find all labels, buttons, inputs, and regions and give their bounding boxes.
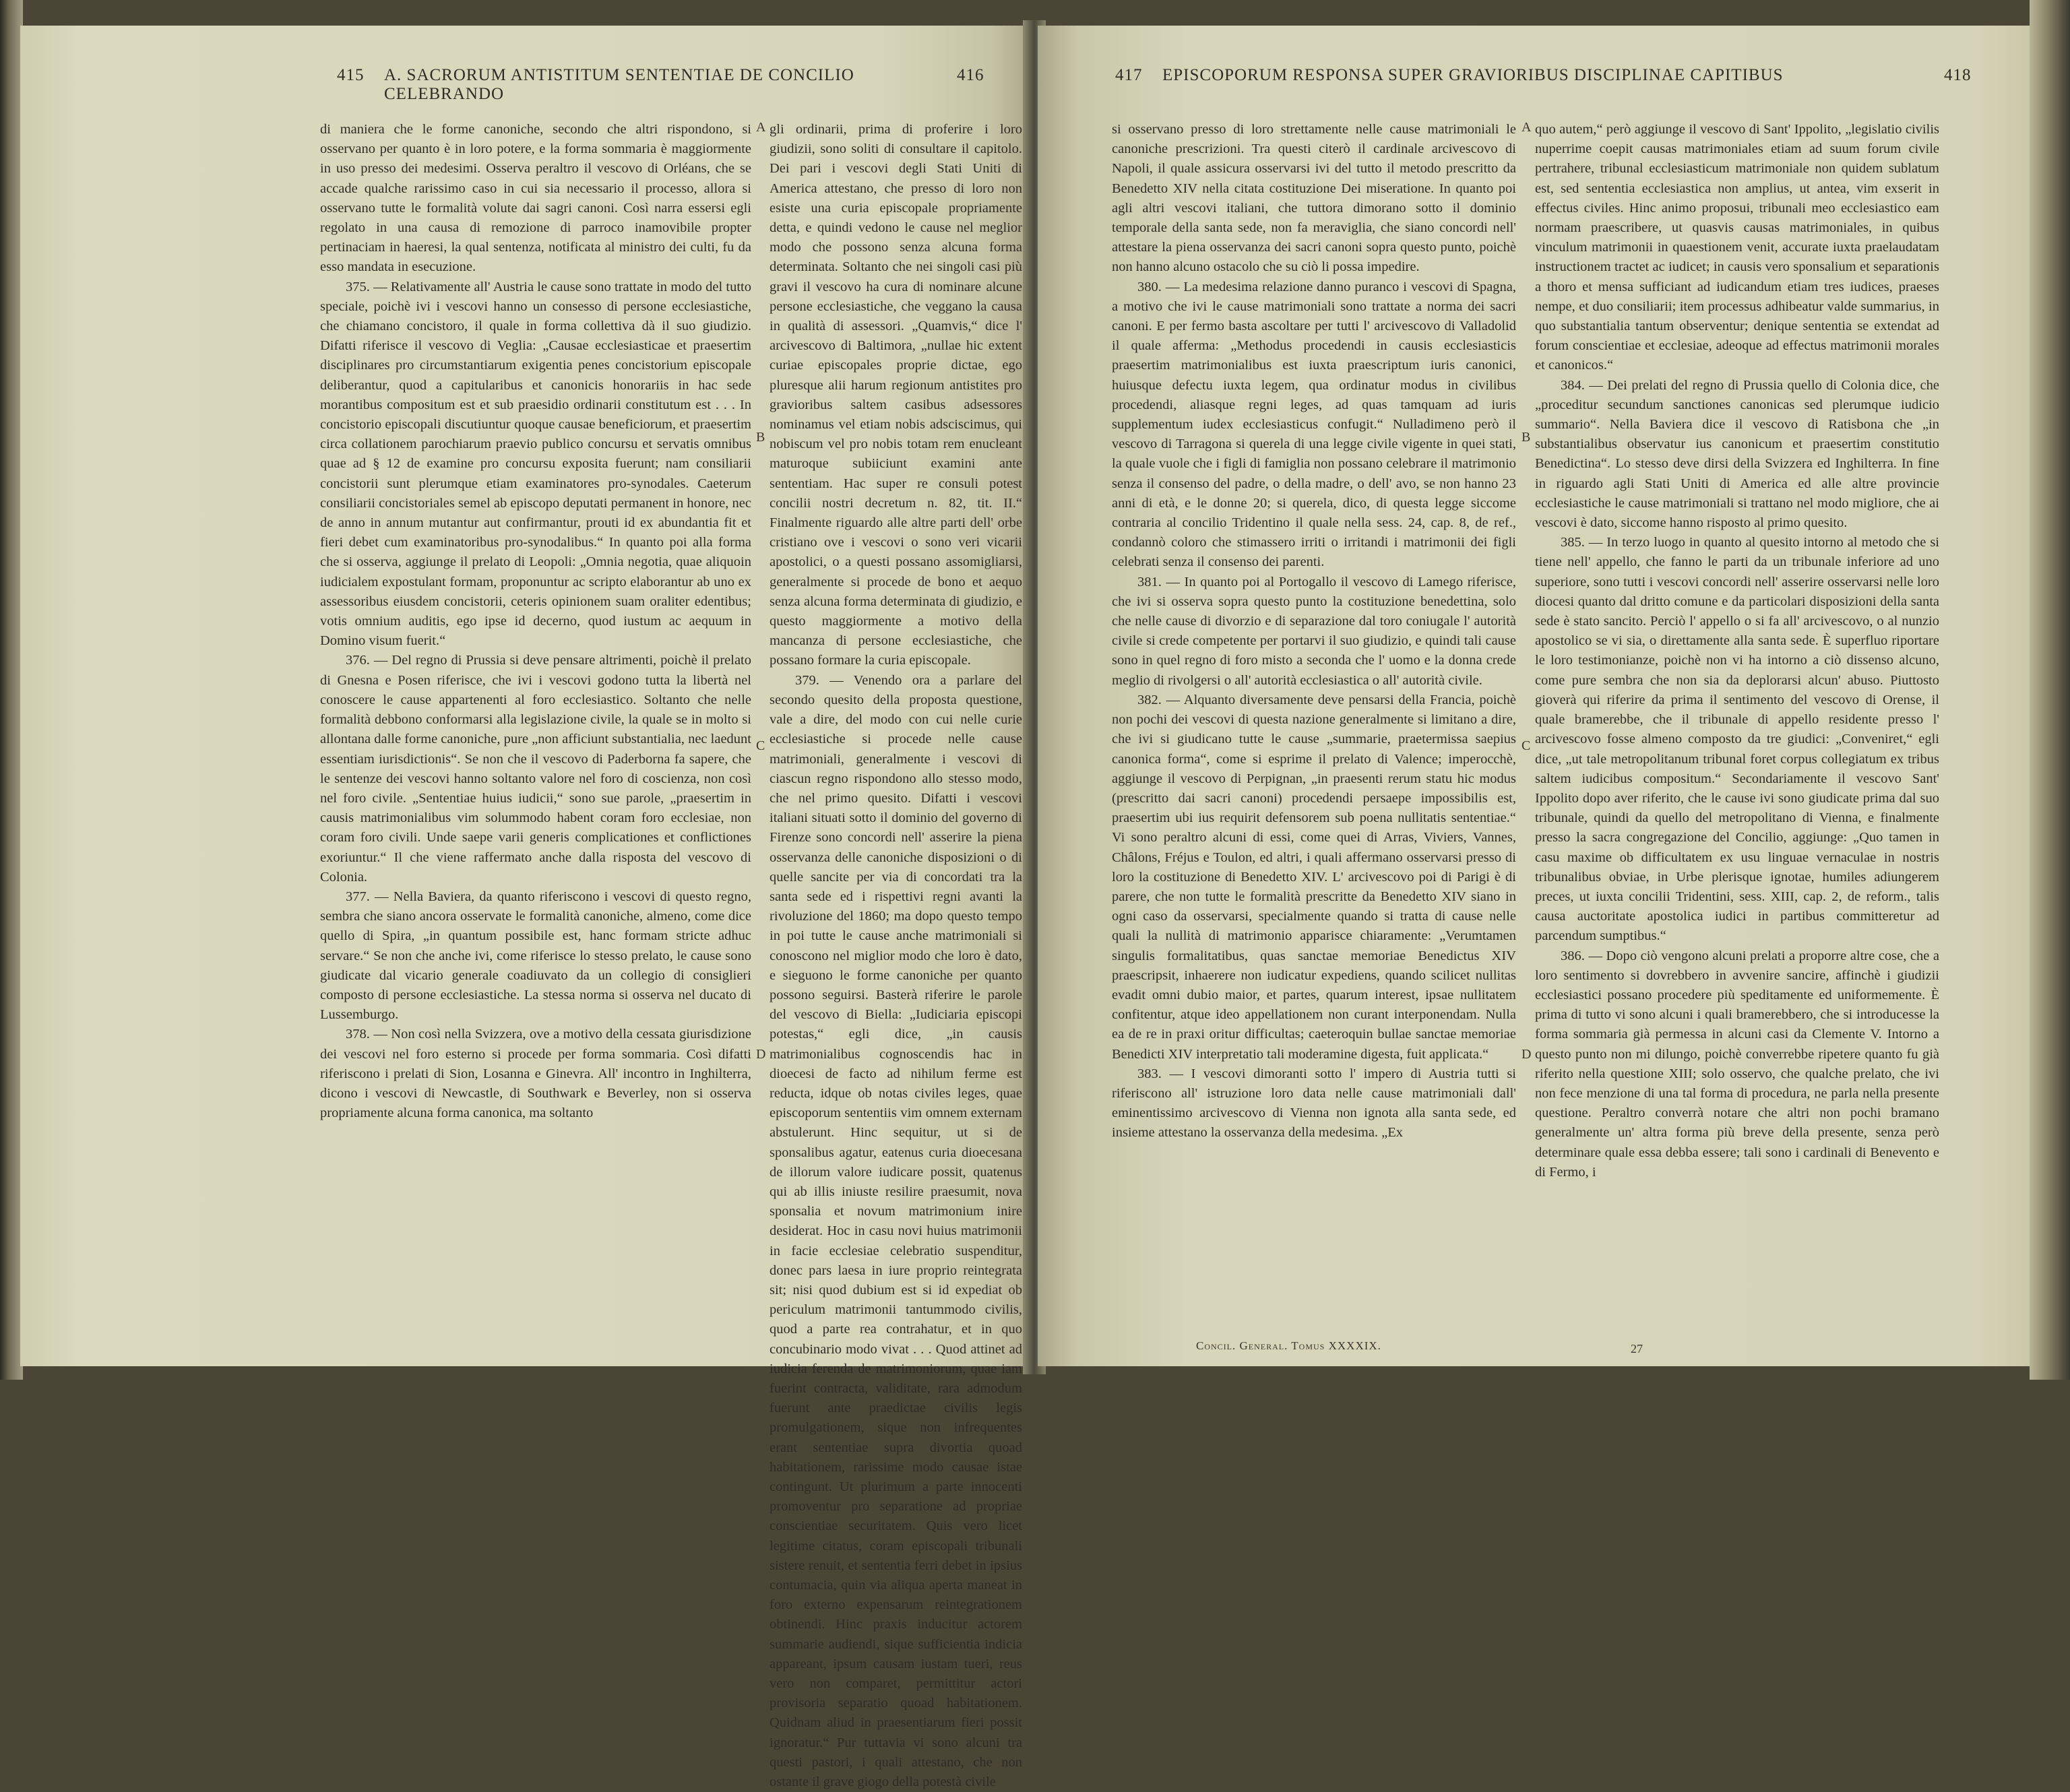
footer-volume: Concil. General. Tomus XXXXIX. — [1196, 1339, 1381, 1352]
paragraph-378: 378. — Non così nella Svizzera, ove a motivo della cessata giurisdizione dei vescovi nel foro esterno si procede per forma sommaria. Così difatti riferiscono i prelati di Sion, Losanna e Ginevra. All' incontro in Inghilterra, dicono i vescovi di Newcastle, di Southwark e Beverley, non si osserva propriamente alcuna forma canonica, ma soltanto — [320, 1027, 751, 1121]
left-page-edges — [0, 0, 23, 1380]
right-page-column-1 — [1112, 120, 1516, 1333]
page-number-418: 418 — [1944, 66, 1972, 84]
paragraph-381: 381. — In quanto poi al Portogallo il vescovo di Lamego riferisce, che ivi si osserva sopra questo punto la costituzione benedettina, solo che nelle cause di divorzio e di separazione dal toro coniugale l' autorità civile si crede competente per portarvi il suo giudizio, e quindi tali cause sono in quel regno di foro misto a seconda che l' uomo e la donna crede meglio di rivolgersi o all' autorità ecclesiastica o all' autorità civile. — [1112, 574, 1516, 688]
right-page — [1038, 26, 2035, 1366]
section-marker-a: A — [1522, 120, 1532, 135]
paragraph-386: 386. — Dopo ciò vengono alcuni prelati a proporre altre cose, che a loro sentimento si dovrebbero in avvenire sancire, affinchè i giudizii ecclesiastici possano procedere più speditamente ed uniformemente. È prima di tutto vi sono alcuni i quali bramerebbero, che si introducesse la forma sommaria già permessa in alcuni casi da Clemente V. Intorno a questo punto non mi dilungo, poichè converrebbe ripetere quanto fu già riferito nella questione XIII; solo osservo, che qualche prelato, che ivi non fece menzione di una tal forma di procedura, ne parla nella presente questione. Peraltro converrà notare che altri non pochi bramano generalmente un' altra forma più breve della presente, senza però determinare quale essa debba essere; tali sono i cardinali di Benevento e di Fermo, i — [1535, 948, 1939, 1180]
running-title-right: EPISCOPORUM RESPONSA SUPER GRAVIORIBUS DISCIPLINAE CAPITIBUS — [1162, 66, 1784, 84]
paragraph-375: 375. — Relativamente all' Austria le cause sono trattate in modo del tutto speciale, poichè ivi i vescovi hanno un consesso di persone ecclesiastiche, che chiamano concistoro, il quale in forma collettiva dà il suo giudizio. Difatti riferisce il vescovo di Veglia: „Causae ecclesiasticae et praesertim disciplinares pro circumstantiarum exigentia penes concistorium episcopale deliberantur, quod a capitularibus et canonicis honorariis in hac sede morantibus compositum est et sub praesidio ordinarii constitutum est . . . In concistorio episcopali discutiuntur quoque causae beneficiorum, et praesertim circa collationem parochiarum praevio publico concursu et servatis omnibus quae ad § 12 de examine pro concursu exposita fuerunt; nam consiliarii concistorii sunt plerumque etiam examinatores pro-synodales. Caeterum consiliarii concistoriales semel ab episcopo deputati permanent in honore, nec de anno in annum mutantur aut confirmantur, prouti id ex abundantia fit et fieri debet cum examinatoribus pro-synodalibus.“ In quanto poi alla forma che si osserva, aggiunge il prelato di Leopoli: „Omnia negotia, quae aliquoin iudicialem expostulant formam, proponuntur ac scripto elaborantur ab uno ex assessoribus eiusdem concistorii, ceteris opinionem suam oraliter edentibus; votis omnium auditis, ego ipse id decerno, quod iustum ac aequum in Domino visum fuerit.“ — [320, 279, 751, 649]
paragraph-385: 385. — In terzo luogo in quanto al quesito intorno al metodo che si tiene nell' appello, che fanno le parti da un tribunale inferiore ad uno superiore, sono tutti i vescovi concordi nell' asserire osservarsi nelle loro diocesi quanto dal dritto comune e da particolari disposizioni della santa sede è stato sancito. Perciò l' appello o si fa all' arcivescovo, o al nunzio apostolico se vi sia, o direttamente alla santa sede. È superfluo riportare le loro testimonianze, poichè non vi ha intorno a ciò dissenso alcuno, come pure sembra che non sia da deplorarsi alcun' abuso. Piuttosto gioverà qui riferire da prima il sentimento del vescovo di Orense, il quale bramerebbe, che il tribunale di appello residente presso l' arcivescovo fosse almeno composto da tre giudici: „Conveniret,“ egli dice, „ut tale metropolitanum tribunal foret corpus collegiatum ex tribus saltem iudicibus compositum.“ Secondariamente il vescovo Sant' Ippolito dopo aver riferito, che le cause ivi sono giudicate prima dal suo tribunale, quindi da quello del metropolitano di Vienna, e finalmente presso la sacra congregazione del Concilio, aggiunge: „Quo tamen in casu maxime ob difficultatem ex usu linguae vernaculae in nostris tribunalibus obviae, in Urbe plerisque ignotae, humiles adiungerem preces, ut iuxta concilii Tridentini, sess. XIII, cap. 2, de reform., talis causa auctoritate apostolica iudici in partibus committeretur ad parcendum sumptibus.“ — [1535, 535, 1939, 944]
right-page-column-2 — [1535, 120, 1939, 1333]
section-marker-b: B — [1522, 430, 1531, 445]
paragraph-376: 376. — Del regno di Prussia si deve pensare altrimenti, poichè il prelato di Gnesna e Posen riferisce, che ivi i vescovi godono tutta la libertà nel conoscere le cause appartenenti al foro ecclesiastico. Soltanto che nelle formalità debbono conformarsi alla legislazione civile, la quale se in molto si allontana dalle forme canoniche, pure „non afficiunt substantialia, nec laedunt essentiam iurisdictionis“. Se non che il vescovo di Paderborna fa sapere, che le sentenze dei vescovi hanno soltanto valore nel foro di coscienza, non così nel foro civile. „Sententiae huius iudicii,“ sono sue parole, „praesertim in causis matrimonialibus vim solummodo habent coram foro ecclesiae, non coram foro civili. Unde saepe varii generis complicationes et conflictiones exoriuntur.“ Il che viene raffermato anche dalla risposta del vescovo di Colonia. — [320, 653, 751, 885]
paragraph-379: 379. — Venendo ora a parlare del secondo quesito della proposta questione, vale a dire, del modo con cui nelle curie ecclesiastiche si procede nelle cause matrimoniali, generalmente i vescovi di ciascun regno rispondono allo stesso modo, che nel primo quesito. Difatti i vescovi italiani situati sotto il dominio del governo di Firenze sono concordi nell' asserire la piena osservanza delle canoniche disposizioni o di quelle sancite per via di concordati tra la santa sede ed i rispettivi regni avanti la rivoluzione del 1860; ma dopo questo tempo in poi tutte le cause anche matrimoniali si conoscono nel miglior modo che loro è dato, e sieguono le forme canoniche per quanto possono seguirsi. Basterà riferire le parole del vescovo di Biella: „Iudiciaria episcopi potestas,“ egli dice, „in causis matrimonialibus cognoscendis hac in dioecesi de facto ad nihilum ferme est reducta, idque ob notas civiles leges, quae episcoporum sententiis vim omnem externam abstulerunt. Hinc sequitur, ut si de sponsalibus agatur, eatenus curia dioecesana de illorum valore iudicare possit, quatenus qui ab illis iniuste resilire praesumit, nova sponsalia et novum matrimonium inire desiderat. Hoc in casu novi huius matrimonii in facie ecclesiae celebratio suspenditur, donec pars laesa in iure proprio reintegrata sit; nisi quod dubium est si id expediat ob periculum matrimonii tantummodo civilis, quod a parte rea contrahatur, et in quo concubinario modo vivat . . . Quod attinet ad iudicia ferenda de matrimoniorum, quae iam fuerint contracta, validitate, rara admodum fuerunt ante praedictae civilis legis promulgationem, sique non infrequentes erant sententiae supra divortia quoad habitationem, rarissime modo causae istae contingunt. Ut plurimum a parte innocenti promoventur pro separatione ad propriae conscientiae securitatem. Quis vero licet legitime citatus, coram episcopali tribunali sistere renuit, et sententia ferri debet in ipsius contumacia, quin via aliqua aperta maneat in foro externo expensarum reintegrationem obtinendi. Hinc praxis inducitur actorem summarie audiendi, sique sufficientia indicia appareant, ipsum causam iustam tueri, reus vero non comparet, permittitur actori provisoria separatio quoad habitationem. Quidnam aliud in praesentiarum fieri possit ignoratur.“ Pur tuttavia vi sono alcuni tra questi pastori, i quali attestano, che non ostante il grave giogo della potestà civile — [770, 672, 1022, 1790]
section-marker-d: D — [1522, 1047, 1532, 1062]
left-page-column-2 — [770, 120, 1022, 1790]
signature-mark: 27 — [1631, 1342, 1643, 1355]
paragraph-383: 383. — I vescovi dimoranti sotto l' impero di Austria tutti si riferiscono all' istruzione loro data nelle cause matrimoniali dall' eminentissimo arcivescovo di Vienna non ignota alla santa sede, ed insieme attestano la osservanza della medesima. „Ex — [1112, 1066, 1516, 1141]
page-number-416: 416 — [957, 66, 984, 84]
section-marker-b: B — [756, 430, 765, 445]
paragraph-380: 380. — La medesima relazione danno puranco i vescovi di Spagna, a motivo che ivi le cause matrimoniali sono trattate a norma dei sacri canoni. E per fermo basta ascoltare per tutti l' arcivescovo di Valladolid il quale afferma: „Methodus procedendi in causis ecclesiasticis praesertim matrimonialibus est iuxta praescriptum iuris canonici, huiusque defectu iuxta legem, qua ordinatur modus in civilibus procedendi, aliasque regni leges, ad quas tamquam ad iuris supplementum iudex ecclesiasticus confugit.“ Nulladimeno però il vescovo di Tarragona si querela di una legge civile vigente in quei stati, la quale vuole che i figli di famiglia non possano celebrare il matrimonio senza il consenso del padre, o della madre, o dell' avo, se non hanno 23 anni di età, e le donne 20; si querela, dico, di questa legge siccome contraria al concilio Tridentino il quale nella sess. 24, cap. 8, de ref., condannò coloro che stimassero irriti o irritandi i matrimonii dei figli celebrati senza il consenso dei parenti. — [1112, 279, 1516, 570]
section-marker-d: D — [756, 1047, 766, 1062]
running-title-left: A. SACRORUM ANTISTITUM SENTENTIAE DE CONCILIO CELEBRANDO — [384, 66, 854, 103]
paragraph: gli ordinarii, prima di proferire i loro giudizii, sono soliti di consultare il capitolo. Dei pari i vescovi degli Stati Uniti di America attestano, che presso di loro non esiste una curia episcopale propriamente detta, e quindi vedono le cause nel meglior modo che possono senza alcuna forma determinata. Soltanto che nei singoli casi più gravi il vescovo ha cura di nominare alcune persone ecclesiastiche, che veggano la causa in qualità di assessori. „Quamvis,“ dice l' arcivescovo di Baltimora, „nullae hic extent curiae episcopales proprie dictae, ego pluresque alii harum regionum antistites pro gravioribus saltem casibus adsessores nominamus vel etiam nobis adsciscimus, qui nobiscum vel pro nobis totam rem enucleant maturoque subiiciunt examini ante sententiam. Hac super re consuli potest concilii nostri decretum n. 82, tit. II.“ Finalmente riguardo alle altre parti dell' orbe cristiano ove i vescovi o sono veri vicarii apostolici, o a questi possano assomigliarsi, generalmente si procede de bono et aequo senza alcuna forma determinata di giudizio, e questo maggiormente a motivo della mancanza di persone ecclesiastiche, che possano formare la curia episcopale. — [770, 122, 1022, 668]
right-page-edges — [2030, 0, 2070, 1380]
paragraph: di maniera che le forme canoniche, secondo che altri rispondono, si osservano per quanto è in loro potere, e la forma sommaria è maggiormente in uso presso dei medesimi. Osserva peraltro il vescovo di Orléans, che se accade qualche rarissimo caso in cui sia necessario il processo, allora si osservano tutte le formalità volute dai sagri canoni. Così narra essersi egli regolato in una causa di remozione di parroco inamovibile propter pertinaciam in haeresi, la qual sentenza, notificata al ministro dei culti, fu da esso mandata in esecuzione. — [320, 122, 751, 275]
paragraph-382: 382. — Alquanto diversamente deve pensarsi della Francia, poichè non pochi dei vescovi di questa nazione generalmente si limitano a dire, che ivi si giudicano tutte le cause „summarie, praetermissa saepius canonica forma“, come si esprime il prelato di Valence; imperocchè, aggiunge il vescovo di Perpignan, „in praesenti rerum statu hic modus (prescritto dai sacri canoni) procedendi persaepe impossibilis est, praesertim ubi ius requirit defensorem sub poena nullitatis sententiae.“ Vi sono peraltro alcuni di essi, come quei di Arras, Viviers, Vannes, Châlons, Fréjus e Toulon, ed altri, i quali affermano osservarsi presso di loro la costituzione di Benedetto XIV. L' arcivescovo poi di Parigi è di parere, che non tutte le formalità prescritte da Benedetto XIV siano in ogni caso da osservarsi, specialmente quando si tratta di cause nelle quali la nullità di matrimonio apparisce chiaramente: „Verumtamen singulis formalitatibus, quas sanctae memoriae Benedictus XIV praescripsit, inhaerere non iudicatur expediens, quando scilicet nullitas evadit omni dubio maior, et partes, quarum interest, ipsae nullitatem confitentur, atque ideo appellationem non curant interponendam. Nulla ea de re in praxi oritur difficultas; caeteroquin bullae sanctae memoriae Benedicti XIV interpretatio tali moderamine digesta, fuit applicata.“ — [1112, 692, 1516, 1062]
paragraph: quo autem,“ però aggiunge il vescovo di Sant' Ippolito, „legislatio civilis nuperrime coepit causas matrimoniales etiam ad suum forum civile pertrahere, tribunal ecclesiasticum matrimoniale non quidem sublatum est, sed sententia ecclesiastica non amplius, ut antea, vim exserit in effectus civiles. Hinc animo proposui, tribunali meo ecclesiastico eam normam praescribere, ut quasvis causas matrimoniales, in quibus vinculum matrimonii in quaestionem venit, accurate iuxta praelaudatam instructionem tractet ac iudicet; in causis vero sponsalium et separationis a thoro et mensa sufficiant ad iudicandum etiam tres iudices, praeses nempe, et duo consiliarii; item processus adhibeatur valde summarius, in quo substantialia tantum observentur; denique sententia se extendat ad forum conscientiae et ecclesiae, adeoque ad effectus matrimonii morales et canonicos.“ — [1535, 122, 1939, 373]
left-page — [20, 26, 1031, 1790]
page-number-417: 417 — [1115, 66, 1143, 84]
section-marker-c: C — [1522, 738, 1531, 753]
paragraph-384: 384. — Dei prelati del regno di Prussia quello di Colonia dice, che „proceditur secundum sanctiones canonicas sed plerumque iudicio summario“. Nella Baviera dice il vescovo di Ratisbona che „in substantialibus observatur ius canonicum et praesertim constitutio Benedictina“. Lo stesso deve dirsi della Svizzera ed Inghilterra. In fine in riguardo agli Stati Uniti di America ed alle altre provincie ecclesiastiche le cause matrimoniali si trattano nel modo migliore, che ai vescovi è dato, siccome hanno risposto al primo quesito. — [1535, 377, 1939, 531]
section-marker-c: C — [756, 738, 765, 753]
paragraph-377: 377. — Nella Baviera, da quanto riferiscono i vescovi di questo regno, sembra che siano ancora osservate le formalità canoniche, almeno, come dice quello di Spira, „in quantum possibile est, hanc formam stricte adhuc servare.“ Se non che anche ivi, come riferisce lo stesso prelato, le cause sono giudicate dal vicario generale coadiuvato da un collegio di consiglieri composto di persone ecclesiastiche. La stessa norma si osserva nel ducato di Lussemburgo. — [320, 889, 751, 1023]
left-page-header — [20, 66, 1031, 103]
left-page-column-1 — [320, 120, 751, 1333]
right-page-header — [1038, 66, 2035, 93]
page-number-415: 415 — [337, 66, 365, 84]
section-marker-a: A — [756, 120, 766, 135]
paragraph: si osservano presso di loro strettamente nelle cause matrimoniali le canoniche prescrizioni. Tra questi citerò il cardinale arcivescovo di Napoli, il quale assicura osservarsi ivi del tutto il metodo prescritto da Benedetto XIV nella citata costituzione Dei miseratione. In quanto poi agli altri vescovi italiani, che tuttora dimorano sotto il dominio temporale della santa sede, non fa meraviglia, che siano concordi nell' attestare la piena osservanza dei sacri canoni sopra questo punto, poichè non hanno alcuno ostacolo che su ciò li possa impedire. — [1112, 122, 1516, 275]
